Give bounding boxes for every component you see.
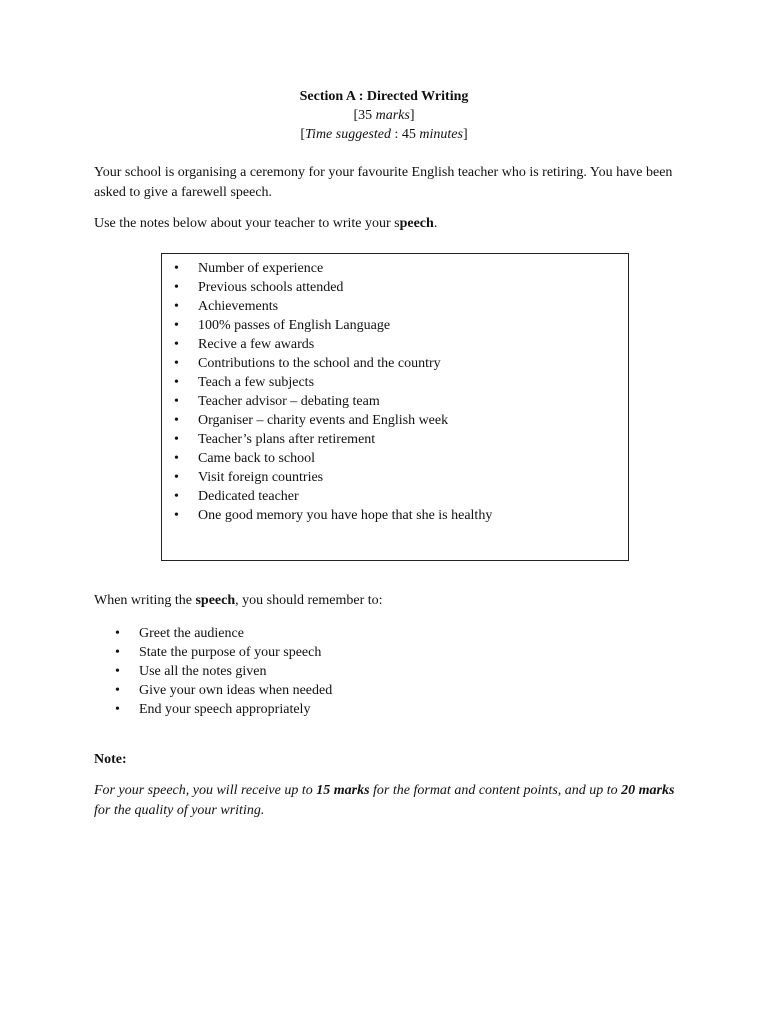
note-part3: for the quality of your writing. (94, 803, 265, 818)
note-item-text: Number of experience (198, 261, 324, 276)
note-label: Note: (94, 752, 127, 767)
list-item (174, 278, 492, 297)
bullet-icon: • (174, 261, 179, 276)
bullet-icon: • (174, 451, 179, 466)
bullet-icon: • (174, 413, 179, 428)
bullet-icon: • (174, 375, 179, 390)
bullet-icon: • (174, 470, 179, 485)
bullet-icon: • (115, 702, 120, 717)
bullet-icon: • (115, 683, 120, 698)
notes-box (161, 253, 629, 561)
note-item-text: Came back to school (198, 451, 316, 466)
list-item (115, 681, 332, 700)
reminder-item-text: End your speech appropriately (139, 702, 311, 717)
bullet-icon: • (174, 337, 179, 352)
bullet-icon: • (115, 645, 120, 660)
bullet-icon: • (115, 626, 120, 641)
marks-close: ] (409, 108, 415, 123)
list-item (174, 449, 492, 468)
list-item (174, 392, 492, 411)
note-paragraph (94, 781, 684, 821)
bullet-icon: • (115, 664, 120, 679)
reminder-item-text: Give your own ideas when needed (139, 683, 333, 698)
intro-paragraph: Your school is organising a ceremony for your favourite English teacher who is retiring. You have been asked to give a farewell speech. (94, 165, 673, 200)
list-item (174, 411, 492, 430)
time-label: Time suggested (305, 127, 391, 142)
list-item (115, 662, 332, 681)
reminder-item-text: Greet the audience (139, 626, 244, 641)
instruction-suffix: . (433, 216, 438, 231)
bullet-icon: • (174, 280, 179, 295)
list-item (174, 259, 492, 278)
reminder-item-text: State the purpose of your speech (139, 645, 322, 660)
marks-line (0, 106, 768, 125)
note-item-text: Visit foreign countries (198, 470, 324, 485)
instruction-bold: peech (399, 216, 434, 231)
time-open: [ (300, 127, 306, 142)
note-item-text: Dedicated teacher (198, 489, 299, 504)
list-item (174, 468, 492, 487)
notes-list (174, 259, 492, 525)
marks-open: [35 (353, 108, 376, 123)
instruction-paragraph (94, 214, 684, 234)
note-bold1: 15 marks (316, 783, 370, 798)
list-item (115, 700, 332, 719)
time-close: ] (462, 127, 468, 142)
note-item-text: Achievements (198, 299, 279, 314)
reminder-item-text: Use all the notes given (139, 664, 267, 679)
bullet-icon: • (174, 508, 179, 523)
when-prefix: When writing the (94, 593, 196, 608)
list-item (174, 316, 492, 335)
note-item-text: Organiser – charity events and English week (198, 413, 449, 428)
bullet-icon: • (174, 299, 179, 314)
section-title: Section A : Directed Writing (299, 89, 469, 104)
when-bold: speech (195, 593, 236, 608)
list-item (174, 354, 492, 373)
note-item-text: Teach a few subjects (198, 375, 315, 390)
note-item-text: Recive a few awards (198, 337, 315, 352)
note-part1: For your speech, you will receive up to (94, 783, 317, 798)
note-item-text: Teacher’s plans after retirement (198, 432, 376, 447)
note-item-text: Previous schools attended (198, 280, 344, 295)
note-part2: for the format and content points, and up to (369, 783, 622, 798)
note-item-text: 100% passes of English Language (198, 318, 391, 333)
bullet-icon: • (174, 394, 179, 409)
when-paragraph (94, 591, 684, 611)
list-item (174, 506, 492, 525)
list-item (174, 373, 492, 392)
time-sep: : 45 (391, 127, 420, 142)
note-item-text: Teacher advisor – debating team (198, 394, 380, 409)
bullet-icon: • (174, 356, 179, 371)
reminders-list (115, 624, 332, 719)
time-line (0, 125, 768, 144)
marks-word: marks (375, 108, 410, 123)
bullet-icon: • (174, 318, 179, 333)
when-suffix: , you should remember to: (235, 593, 383, 608)
note-item-text: Contributions to the school and the country (198, 356, 441, 371)
bullet-icon: • (174, 432, 179, 447)
list-item (115, 624, 332, 643)
bullet-icon: • (174, 489, 179, 504)
note-item-text: One good memory you have hope that she is healthy (198, 508, 493, 523)
list-item (174, 335, 492, 354)
note-bold2: 20 marks (621, 783, 675, 798)
list-item (115, 643, 332, 662)
list-item (174, 297, 492, 316)
time-unit: minutes (419, 127, 463, 142)
list-item (174, 487, 492, 506)
instruction-prefix: Use the notes below about your teacher to write your s (94, 216, 400, 231)
list-item (174, 430, 492, 449)
